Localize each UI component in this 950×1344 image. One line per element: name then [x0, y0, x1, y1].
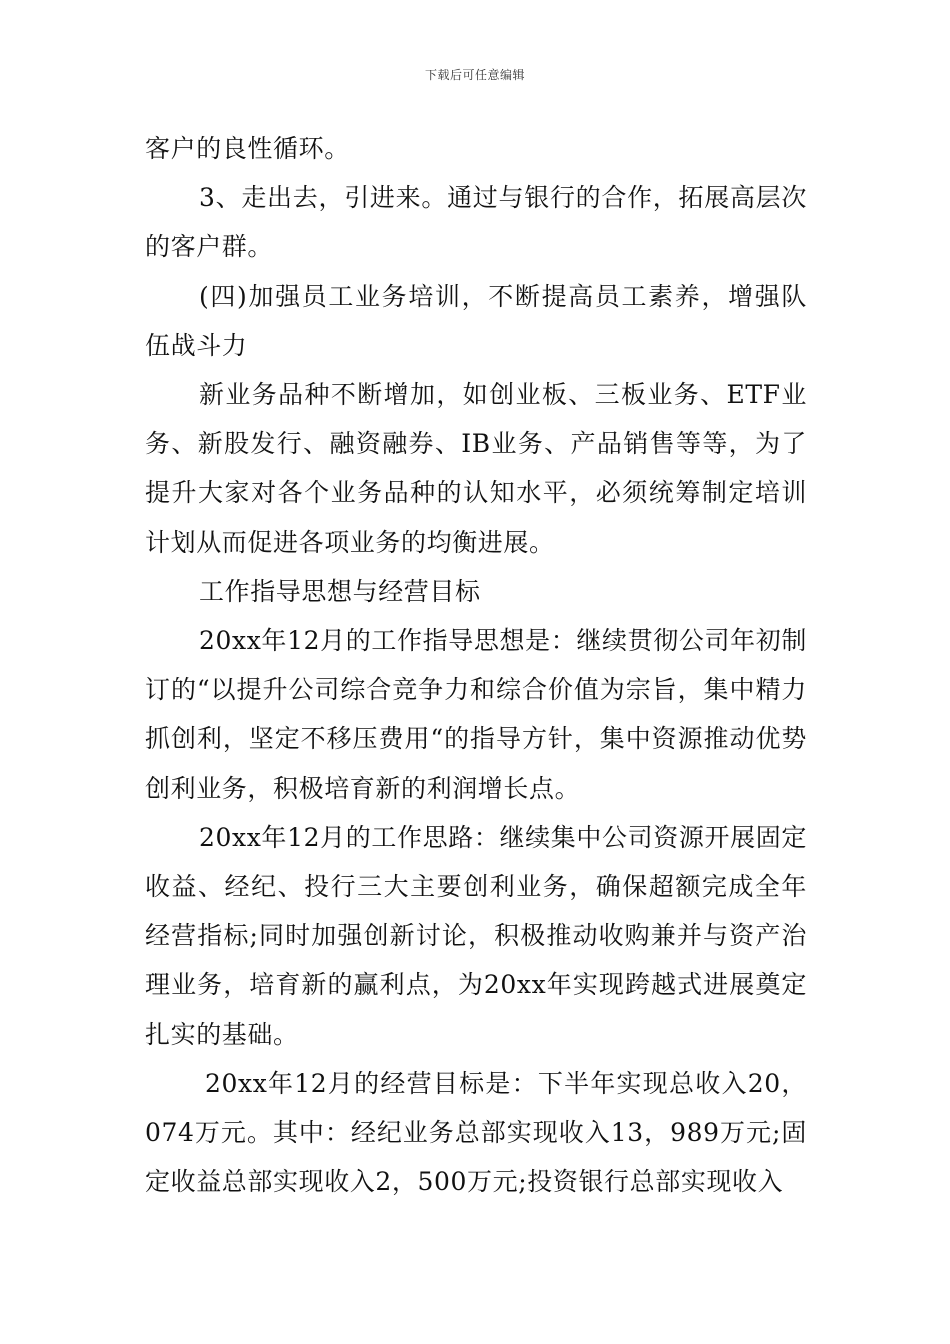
- section-heading: 工作指导思想与经营目标: [199, 576, 481, 606]
- page-header: 下载后可任意编辑: [424, 68, 525, 82]
- paragraph-7: 20xx年12月的工作思路：继续集中公司资源开展固定收益、经纪、投行三大主要创利业务，确保超额完成全年经营指标;同时加强创新讨论，积极推动收购兼并与资产治理业务，培育新的赢利点，为20xx年实现跨越式进展奠定扎实的基础。: [145, 822, 807, 1049]
- paragraph-2: 3、走出去，引进来。通过与银行的合作，拓展高层次的客户群。: [145, 183, 807, 262]
- paragraph-1: 客户的良性循环。: [145, 134, 350, 163]
- paragraph-4: 新业务品种不断增加，如创业板、三板业务、ETF业务、新股发行、融资融券、IB业务、产品销售等等，为了提升大家对各个业务品种的认知水平，必须统筹制定培训计划从而促进各项业务的均衡进展。: [145, 380, 807, 557]
- paragraph-8: 20xx年12月的经营目标是：下半年实现总收入20，074万元。其中：经纪业务总部实现收入13，989万元;固定收益总部实现收入2，500万元;投资银行总部实现收入: [145, 1068, 807, 1197]
- paragraph-6: 20xx年12月的工作指导思想是：继续贯彻公司年初制订的“以提升公司综合竞争力和综合价值为宗旨，集中精力抓创利，坚定不移压费用“的指导方针，集中资源推动优势创利业务，积极培育新的利润增长点。: [145, 626, 807, 803]
- document-body: [145, 124, 807, 1206]
- paragraph-3: (四)加强员工业务培训，不断提高员工素养，增强队伍战斗力: [145, 281, 807, 360]
